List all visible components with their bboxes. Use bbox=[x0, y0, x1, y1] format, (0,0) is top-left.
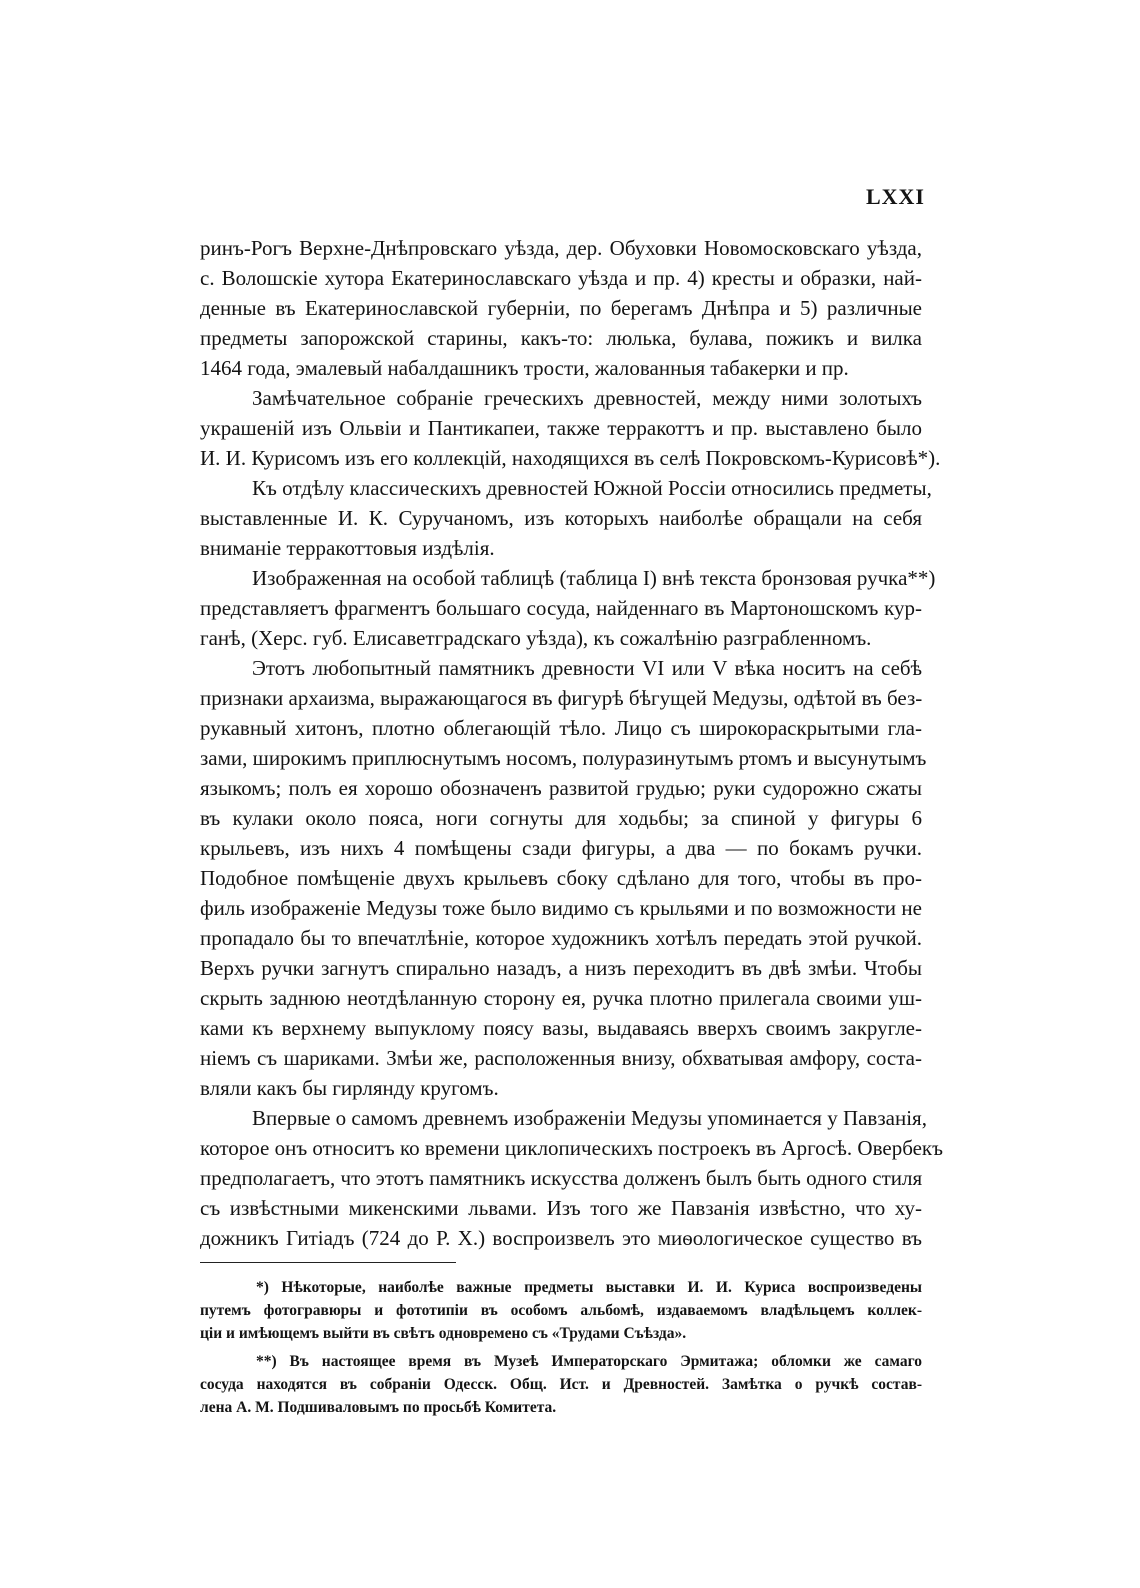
text-line: 1464 года, эмалевый набалдашникъ трости, жалованныя табакерки и пр. bbox=[200, 356, 849, 380]
text-line: въ кулаки около пояса, ноги согнуты для ходьбы; за спиной у фигуры 6 bbox=[200, 806, 922, 830]
footnote-line: ціи и имѣющемъ выйти въ свѣтъ одновремено съ «Трудами Съѣзда». bbox=[200, 1325, 687, 1342]
page-number: LXXI bbox=[865, 184, 925, 209]
text-line: Впервые о самомъ древнемъ изображеніи Медузы упоминается у Павзанія, bbox=[252, 1106, 927, 1130]
text-line: ніемъ съ шариками. Змѣи же, расположенныя внизу, обхватывая амфору, соста- bbox=[200, 1046, 922, 1070]
text-line: вниманіе терракоттовыя издѣлія. bbox=[200, 536, 495, 560]
text-line: ками къ верхнему выпуклому поясу вазы, выдаваясь вверхъ своимъ закругле- bbox=[200, 1016, 922, 1040]
footnote-line: **) Въ настоящее время въ Музеѣ Императорскаго Эрмитажа; обломки же самаго bbox=[256, 1353, 922, 1370]
text-line: с. Волошскіе хутора Екатеринославскаго уѣзда и пр. 4) кресты и образки, най- bbox=[200, 266, 922, 290]
text-line: языкомъ; полъ ея хорошо обозначенъ развитой грудью; руки судорожно сжаты bbox=[200, 776, 922, 800]
text-line: дожникъ Гитіадъ (724 до Р. Х.) воспроизвелъ это миѳологическое существо въ bbox=[200, 1226, 922, 1250]
text-line: выставленные И. К. Суручаномъ, изъ которыхъ наиболѣе обращали на себя bbox=[200, 506, 922, 530]
text-line: И. И. Курисомъ изъ его коллекцій, находящихся въ селѣ Покровскомъ-Курисовѣ*). bbox=[200, 446, 941, 470]
text-line: Этотъ любопытный памятникъ древности VI или V вѣка носитъ на себѣ bbox=[252, 656, 922, 680]
text-line: денные въ Екатеринославской губерніи, по берегамъ Днѣпра и 5) различные bbox=[200, 296, 922, 320]
text-line: Замѣчательное собраніе греческихъ древностей, между ними золотыхъ bbox=[252, 386, 922, 410]
text-line: Подобное помѣщеніе двухъ крыльевъ сбоку сдѣлано для того, чтобы въ про- bbox=[200, 866, 922, 890]
text-line: филь изображеніе Медузы тоже было видимо съ крыльями и по возможности не bbox=[200, 896, 922, 920]
footnote-line: сосуда находятся въ собраніи Одесск. Общ. Ист. и Древностей. Замѣтка о ручкѣ состав- bbox=[200, 1376, 922, 1393]
text-line: Изображенная на особой таблицѣ (таблица I) внѣ текста бронзовая ручка**) bbox=[252, 566, 936, 590]
text-line: признаки архаизма, выражающагося въ фигурѣ бѣгущей Медузы, одѣтой въ без- bbox=[200, 686, 923, 710]
text-line: рукавный хитонъ, плотно облегающій тѣло. Лицо съ широкораскрытыми гла- bbox=[200, 716, 922, 740]
text-line: зами, широкимъ приплюснутымъ носомъ, полуразинутымъ ртомъ и высунутымъ bbox=[200, 746, 927, 770]
text-line: вляли какъ бы гирлянду кругомъ. bbox=[200, 1076, 499, 1100]
text-line: скрыть заднюю неотдѣланную сторону ея, ручка плотно прилегала своими уш- bbox=[200, 986, 922, 1010]
text-line: крыльевъ, изъ нихъ 4 помѣщены сзади фигуры, а два — по бокамъ ручки. bbox=[200, 836, 922, 860]
text-line: ринъ-Рогъ Верхне-Днѣпровскаго уѣзда, дер. Обуховки Новомосковскаго уѣзда, bbox=[200, 236, 922, 260]
text-line: представляетъ фрагментъ большаго сосуда, найденнаго въ Мартоношскомъ кур- bbox=[200, 596, 922, 620]
text-line: которое онъ относитъ ко времени циклопическихъ построекъ въ Аргосѣ. Овербекъ bbox=[200, 1136, 943, 1160]
footnote-line: *) Нѣкоторые, наиболѣе важные предметы выставки И. И. Куриса воспроизведены bbox=[256, 1279, 922, 1296]
text-line: предметы запорожской старины, какъ-то: люлька, булава, пожикъ и вилка bbox=[200, 326, 922, 350]
text-line: украшеній изъ Ольвіи и Пантикапеи, также терракоттъ и пр. выставлено было bbox=[200, 416, 922, 440]
text-line: Верхъ ручки загнутъ спирально назадъ, а низъ переходитъ въ двѣ змѣи. Чтобы bbox=[200, 956, 922, 980]
text-line: ганѣ, (Херс. губ. Елисаветградскаго уѣзда), къ сожалѣнію разграбленномъ. bbox=[200, 626, 872, 650]
text-line: Къ отдѣлу классическихъ древностей Южной Россіи относились предметы, bbox=[252, 476, 932, 500]
text-line: предполагаетъ, что этотъ памятникъ искусства долженъ былъ быть одного стиля bbox=[200, 1166, 923, 1190]
footnote-divider bbox=[200, 1262, 456, 1263]
text-line: съ извѣстными микенскими львами. Изъ того же Павзанія извѣстно, что ху- bbox=[200, 1196, 922, 1220]
footnote-line: путемъ фотогравюры и фототипіи въ особомъ альбомѣ, издаваемомъ владѣльцемъ коллек- bbox=[200, 1302, 922, 1319]
text-line: пропадало бы то впечатлѣніе, которое художникъ хотѣлъ передать этой ручкой. bbox=[200, 926, 922, 950]
footnote-line: лена А. М. Подшиваловымъ по просьбѣ Комитета. bbox=[200, 1399, 557, 1416]
